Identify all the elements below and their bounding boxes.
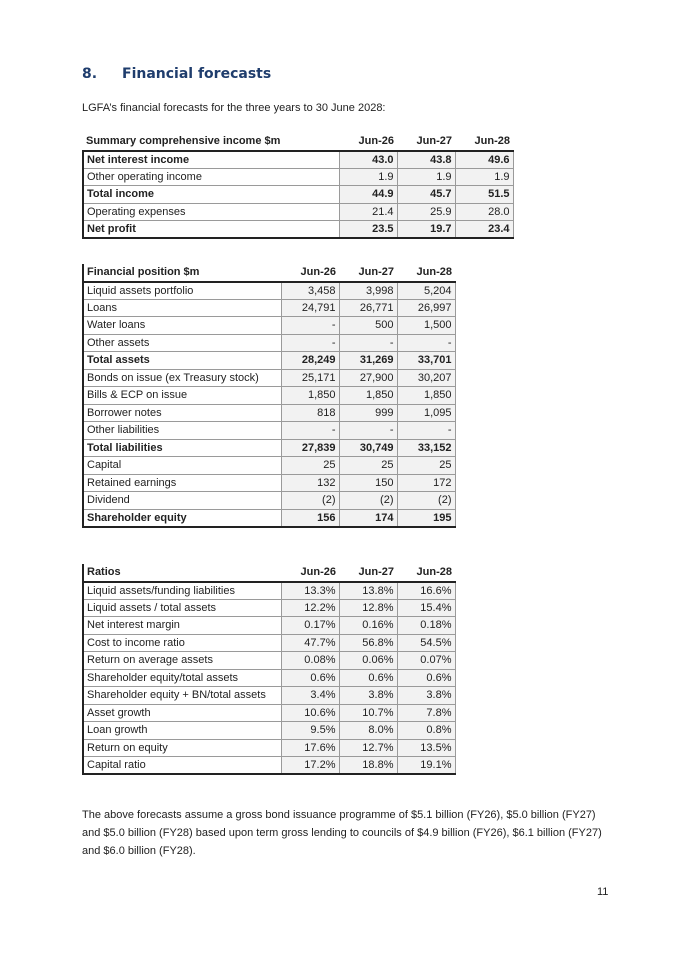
- forecast-assumptions-text: The above forecasts assume a gross bond issuance programme of $5.1 billion (FY26), $5.0 billion (FY27) and $5.0 billion (FY28) based upon term gross lending to councils of $4.9 billion (FY26), $6.1 billion (FY27) and $6.0 billion (FY28).: [82, 809, 602, 857]
- cell-value: 1.9: [397, 168, 455, 186]
- cell-value: 45.7: [397, 186, 455, 204]
- cell-value: 15.4%: [397, 599, 455, 617]
- cell-value: 0.6%: [397, 669, 455, 687]
- table-row: [83, 739, 455, 757]
- cell-value: 3.8%: [397, 687, 455, 705]
- cell-value: 43.0: [339, 151, 397, 169]
- column-header: Jun-26: [339, 133, 397, 151]
- financial-position-table: [82, 264, 456, 528]
- cell-value: 0.08%: [281, 652, 339, 670]
- row-label: Liquid assets portfolio: [83, 282, 281, 300]
- cell-value: 1,850: [339, 387, 397, 405]
- column-header: Jun-28: [397, 264, 455, 282]
- cell-value: 13.5%: [397, 739, 455, 757]
- cell-value: 174: [339, 509, 397, 527]
- table-row: [83, 757, 455, 775]
- row-label: Capital: [83, 457, 281, 475]
- cell-value: -: [397, 422, 455, 440]
- table-row: [83, 634, 455, 652]
- row-label: Return on equity: [83, 739, 281, 757]
- cell-value: 24,791: [281, 299, 339, 317]
- row-label: Net profit: [83, 221, 339, 239]
- section-heading: [82, 66, 271, 82]
- row-label: Loans: [83, 299, 281, 317]
- cell-value: -: [281, 317, 339, 335]
- row-label: Retained earnings: [83, 474, 281, 492]
- table-row: [83, 168, 513, 186]
- table-row: [83, 299, 455, 317]
- cell-value: 195: [397, 509, 455, 527]
- cell-value: 31,269: [339, 352, 397, 370]
- cell-value: (2): [397, 492, 455, 510]
- cell-value: 0.8%: [397, 722, 455, 740]
- cell-value: 0.6%: [281, 669, 339, 687]
- cell-value: 33,152: [397, 439, 455, 457]
- row-label: Other operating income: [83, 168, 339, 186]
- cell-value: -: [281, 422, 339, 440]
- cell-value: 10.7%: [339, 704, 397, 722]
- cell-value: 23.4: [455, 221, 513, 239]
- cell-value: 49.6: [455, 151, 513, 169]
- table-row: [83, 669, 455, 687]
- cell-value: -: [281, 334, 339, 352]
- table-row: [83, 509, 455, 527]
- table-row: [83, 704, 455, 722]
- cell-value: 26,997: [397, 299, 455, 317]
- cell-value: 18.8%: [339, 757, 397, 775]
- cell-value: 156: [281, 509, 339, 527]
- cell-value: 3,458: [281, 282, 339, 300]
- column-header: Jun-28: [397, 564, 455, 582]
- cell-value: 7.8%: [397, 704, 455, 722]
- cell-value: 9.5%: [281, 722, 339, 740]
- cell-value: 19.1%: [397, 757, 455, 775]
- row-label: Borrower notes: [83, 404, 281, 422]
- cell-value: 56.8%: [339, 634, 397, 652]
- table-row: [83, 352, 455, 370]
- cell-value: 25,171: [281, 369, 339, 387]
- cell-value: 10.6%: [281, 704, 339, 722]
- cell-value: 30,749: [339, 439, 397, 457]
- table-row: [83, 317, 455, 335]
- cell-value: 0.16%: [339, 617, 397, 635]
- table-row: [83, 404, 455, 422]
- table-row: [83, 617, 455, 635]
- cell-value: 28,249: [281, 352, 339, 370]
- cell-value: 0.18%: [397, 617, 455, 635]
- table-row: [83, 387, 455, 405]
- row-label: Total income: [83, 186, 339, 204]
- table-row: [83, 221, 513, 239]
- cell-value: 8.0%: [339, 722, 397, 740]
- table-row: [83, 334, 455, 352]
- column-header: Jun-26: [281, 564, 339, 582]
- row-label: Other assets: [83, 334, 281, 352]
- page-number: 11: [597, 886, 609, 898]
- row-label: Asset growth: [83, 704, 281, 722]
- column-header: Jun-28: [455, 133, 513, 151]
- cell-value: 0.17%: [281, 617, 339, 635]
- table-row: [83, 687, 455, 705]
- row-label: Shareholder equity: [83, 509, 281, 527]
- row-label: Shareholder equity + BN/total assets: [83, 687, 281, 705]
- cell-value: 12.8%: [339, 599, 397, 617]
- cell-value: 17.6%: [281, 739, 339, 757]
- cell-value: 500: [339, 317, 397, 335]
- row-label: Loan growth: [83, 722, 281, 740]
- cell-value: 1,850: [281, 387, 339, 405]
- cell-value: 1.9: [455, 168, 513, 186]
- cell-value: 1,500: [397, 317, 455, 335]
- row-label: Total assets: [83, 352, 281, 370]
- table-row: [83, 422, 455, 440]
- table-row: [83, 369, 455, 387]
- table-title: Ratios: [83, 564, 281, 582]
- table-title: Financial position $m: [83, 264, 281, 282]
- cell-value: 0.6%: [339, 669, 397, 687]
- cell-value: 0.07%: [397, 652, 455, 670]
- cell-value: 26,771: [339, 299, 397, 317]
- cell-value: 3.4%: [281, 687, 339, 705]
- cell-value: 1.9: [339, 168, 397, 186]
- cell-value: 25: [397, 457, 455, 475]
- table-row: [83, 186, 513, 204]
- cell-value: 1,850: [397, 387, 455, 405]
- cell-value: 47.7%: [281, 634, 339, 652]
- table-row: [83, 151, 513, 169]
- section-number: 8.: [82, 66, 98, 82]
- cell-value: 51.5: [455, 186, 513, 204]
- row-label: Cost to income ratio: [83, 634, 281, 652]
- row-label: Bills & ECP on issue: [83, 387, 281, 405]
- column-header: Jun-27: [339, 564, 397, 582]
- row-label: Return on average assets: [83, 652, 281, 670]
- row-label: Shareholder equity/total assets: [83, 669, 281, 687]
- table-row: [83, 439, 455, 457]
- table-row: [83, 652, 455, 670]
- column-header: Jun-27: [397, 133, 455, 151]
- row-label: Other liabilities: [83, 422, 281, 440]
- cell-value: 13.8%: [339, 582, 397, 600]
- cell-value: -: [397, 334, 455, 352]
- cell-value: 3.8%: [339, 687, 397, 705]
- cell-value: (2): [339, 492, 397, 510]
- row-label: Net interest income: [83, 151, 339, 169]
- cell-value: 23.5: [339, 221, 397, 239]
- table-title: Summary comprehensive income $m: [83, 133, 339, 151]
- cell-value: 27,839: [281, 439, 339, 457]
- row-label: Liquid assets/funding liabilities: [83, 582, 281, 600]
- cell-value: (2): [281, 492, 339, 510]
- cell-value: 27,900: [339, 369, 397, 387]
- cell-value: 28.0: [455, 203, 513, 221]
- row-label: Dividend: [83, 492, 281, 510]
- cell-value: 0.06%: [339, 652, 397, 670]
- cell-value: 999: [339, 404, 397, 422]
- cell-value: -: [339, 422, 397, 440]
- row-label: Capital ratio: [83, 757, 281, 775]
- ratios-table: [82, 564, 456, 775]
- cell-value: 19.7: [397, 221, 455, 239]
- column-header: Jun-27: [339, 264, 397, 282]
- cell-value: 33,701: [397, 352, 455, 370]
- table-row: [83, 492, 455, 510]
- cell-value: 1,095: [397, 404, 455, 422]
- cell-value: 54.5%: [397, 634, 455, 652]
- row-label: Net interest margin: [83, 617, 281, 635]
- table-row: [83, 203, 513, 221]
- cell-value: 43.8: [397, 151, 455, 169]
- income-table: [82, 133, 514, 239]
- cell-value: 3,998: [339, 282, 397, 300]
- cell-value: 25.9: [397, 203, 455, 221]
- cell-value: 44.9: [339, 186, 397, 204]
- table-row: [83, 457, 455, 475]
- row-label: Liquid assets / total assets: [83, 599, 281, 617]
- intro-text: LGFA’s financial forecasts for the three years to 30 June 2028:: [82, 102, 386, 114]
- row-label: Water loans: [83, 317, 281, 335]
- table-row: [83, 599, 455, 617]
- cell-value: 16.6%: [397, 582, 455, 600]
- column-header: Jun-26: [281, 264, 339, 282]
- cell-value: 21.4: [339, 203, 397, 221]
- table-row: [83, 474, 455, 492]
- cell-value: 150: [339, 474, 397, 492]
- cell-value: 5,204: [397, 282, 455, 300]
- cell-value: 25: [339, 457, 397, 475]
- cell-value: 25: [281, 457, 339, 475]
- cell-value: 172: [397, 474, 455, 492]
- table-row: [83, 282, 455, 300]
- section-title: Financial forecasts: [122, 66, 272, 82]
- cell-value: 132: [281, 474, 339, 492]
- cell-value: 12.7%: [339, 739, 397, 757]
- table-row: [83, 582, 455, 600]
- cell-value: 818: [281, 404, 339, 422]
- table-row: [83, 722, 455, 740]
- cell-value: -: [339, 334, 397, 352]
- row-label: Bonds on issue (ex Treasury stock): [83, 369, 281, 387]
- cell-value: 30,207: [397, 369, 455, 387]
- cell-value: 12.2%: [281, 599, 339, 617]
- cell-value: 17.2%: [281, 757, 339, 775]
- cell-value: 13.3%: [281, 582, 339, 600]
- row-label: Operating expenses: [83, 203, 339, 221]
- row-label: Total liabilities: [83, 439, 281, 457]
